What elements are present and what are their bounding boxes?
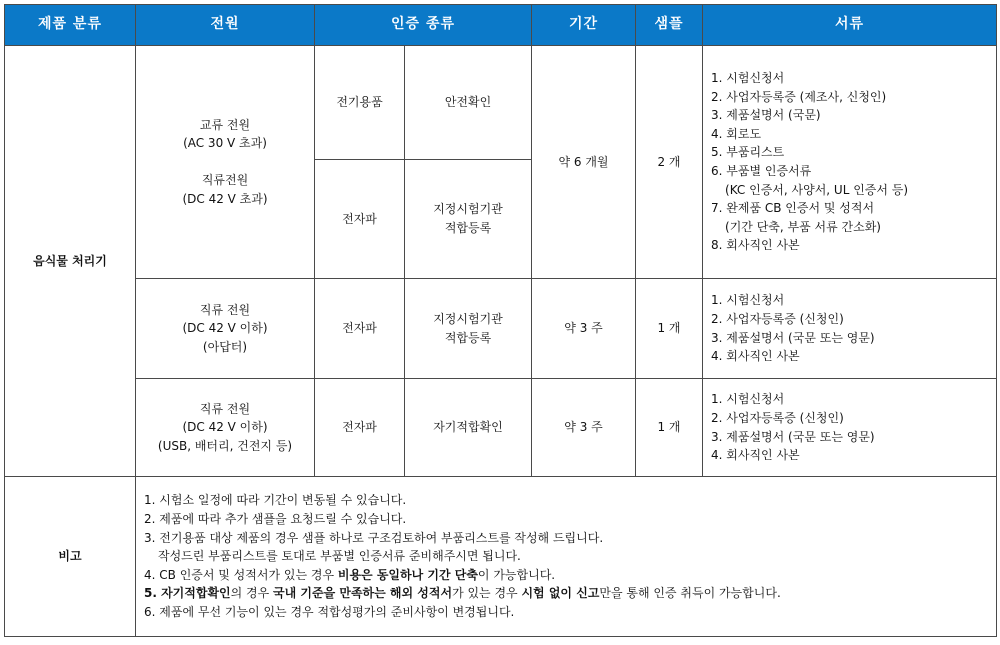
cert-type-designated — [405, 279, 532, 379]
cert-type-line: 적합등록 — [444, 221, 492, 235]
power-line: (USB, 배터리, 건전지 등) — [157, 438, 293, 453]
period-3: 약 3 주 — [532, 379, 636, 477]
doc-item: 4. 회사직인 사본 — [711, 448, 800, 463]
header-period: 기간 — [532, 5, 636, 46]
note-5-text: 의 경우 — [230, 586, 274, 601]
doc-item: 5. 부품리스트 — [711, 145, 785, 160]
row-3 — [5, 379, 997, 477]
note-4 — [144, 566, 988, 585]
header-category: 제품 분류 — [5, 5, 136, 46]
doc-item: 8. 회사직인 사본 — [711, 238, 800, 253]
doc-item: 3. 제품설명서 (국문 또는 영문) — [711, 330, 875, 345]
power-cell-2 — [136, 279, 315, 379]
power-dc-spec: (DC 42 V 초과) — [182, 191, 268, 206]
row-1a — [5, 46, 997, 160]
cert-field-emc: 전자파 — [315, 379, 405, 477]
power-ac-spec: (AC 30 V 초과) — [183, 136, 267, 151]
power-ac-title: 교류 전원 — [199, 117, 251, 132]
note-5-bold: 5. 자기적합확인 — [144, 586, 231, 601]
doc-item: 1. 시험신청서 — [711, 71, 785, 86]
notes-row — [5, 477, 997, 637]
power-cell-3 — [136, 379, 315, 477]
note-5 — [144, 584, 988, 603]
doc-item: 2. 사업자등록증 (신청인) — [711, 410, 844, 425]
cert-field-emc: 전자파 — [315, 160, 405, 279]
doc-item-sub: (기간 단축, 부품 서류 간소화) — [725, 219, 881, 234]
doc-item: 6. 부품별 인증서류 — [711, 164, 812, 178]
power-cell-1 — [136, 46, 315, 279]
header-power: 전원 — [136, 5, 315, 46]
note-3: 3. 전기용품 대상 제품의 경우 샘플 하나로 구조검토하여 부품리스트를 작성해 드립니다. — [144, 530, 604, 545]
note-4-bold: 비용은 동일하나 기간 단축 — [337, 567, 478, 582]
doc-item: 2. 사업자등록증 (신청인) — [711, 311, 844, 326]
sample-1: 2 개 — [636, 46, 703, 279]
note-6: 6. 제품에 무선 기능이 있는 경우 적합성평가의 준비사항이 변경됩니다. — [144, 604, 515, 619]
doc-item: 3. 제품설명서 (국문 또는 영문) — [711, 429, 875, 444]
note-1: 1. 시험소 일정에 따라 기간이 변동될 수 있습니다. — [144, 493, 407, 508]
header-cert-type: 인증 종류 — [315, 5, 532, 46]
row-2 — [5, 279, 997, 379]
doc-item: 1. 시험신청서 — [711, 293, 785, 308]
sample-2: 1 개 — [636, 279, 703, 379]
period-1: 약 6 개월 — [532, 46, 636, 279]
doc-item: 7. 완제품 CB 인증서 및 성적서 — [711, 201, 875, 216]
power-line: (DC 42 V 이하) — [182, 420, 268, 435]
doc-item: 2. 사업자등록증 (제조사, 신청인) — [711, 89, 887, 104]
header-sample: 샘플 — [636, 5, 703, 46]
cert-type-line: 적합등록 — [444, 330, 492, 345]
notes-cell — [136, 477, 997, 637]
notes-label: 비고 — [5, 477, 136, 637]
cert-type-safety: 안전확인 — [405, 46, 532, 160]
header-documents: 서류 — [703, 5, 997, 46]
note-4-text: 이 가능합니다. — [477, 567, 556, 582]
product-category: 음식물 처리기 — [5, 46, 136, 477]
cert-type-designated — [405, 160, 532, 279]
certification-table — [4, 4, 997, 637]
documents-3 — [703, 379, 997, 477]
doc-item: 4. 회로도 — [711, 126, 762, 141]
power-line: 직류 전원 — [199, 302, 251, 317]
sample-3: 1 개 — [636, 379, 703, 477]
note-5-text: 만을 통해 인증 취득이 가능합니다. — [599, 586, 781, 601]
doc-item: 1. 시험신청서 — [711, 392, 785, 407]
note-5-text: 가 있는 경우 — [452, 586, 522, 601]
period-2: 약 3 주 — [532, 279, 636, 379]
cert-field-electrical: 전기용품 — [315, 46, 405, 160]
documents-1 — [703, 46, 997, 279]
note-4-text: 4. CB 인증서 및 성적서가 있는 경우 — [144, 567, 338, 582]
note-5-bold: 국내 기준을 만족하는 해외 성적서 — [273, 586, 453, 601]
cert-type-line: 지정시험기관 — [433, 311, 503, 326]
power-line: 직류 전원 — [199, 401, 251, 416]
cert-type-self: 자기적합확인 — [405, 379, 532, 477]
note-3-cont: 작성드린 부품리스트를 토대로 부품별 인증서류 준비해주시면 됩니다. — [158, 549, 521, 564]
cert-field-emc: 전자파 — [315, 279, 405, 379]
header-row — [5, 5, 997, 46]
documents-2 — [703, 279, 997, 379]
power-dc-title: 직류전원 — [201, 173, 249, 187]
power-line: (아답터) — [202, 339, 248, 354]
doc-item-sub: (KC 인증서, 사양서, UL 인증서 등) — [725, 182, 909, 197]
note-5-bold: 시험 없이 신고 — [521, 586, 600, 601]
cert-type-line: 지정시험기관 — [433, 202, 503, 217]
power-line: (DC 42 V 이하) — [182, 321, 268, 336]
doc-item: 4. 회사직인 사본 — [711, 349, 800, 364]
doc-item: 3. 제품설명서 (국문) — [711, 108, 821, 123]
note-2: 2. 제품에 따라 추가 샘플을 요청드릴 수 있습니다. — [144, 512, 407, 527]
